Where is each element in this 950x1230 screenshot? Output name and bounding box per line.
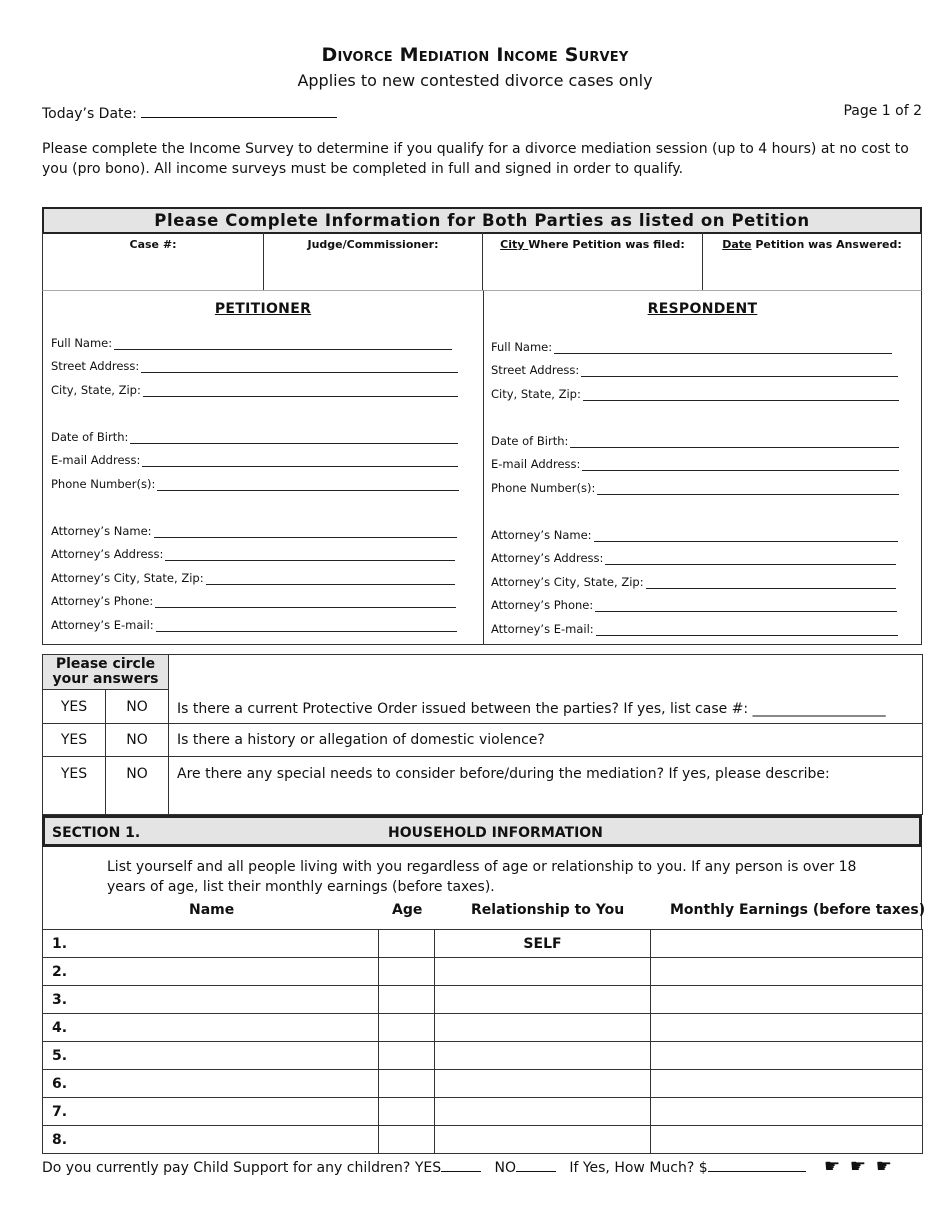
input-line[interactable] — [114, 339, 452, 350]
input-line[interactable] — [165, 550, 455, 561]
todays-date-blank[interactable] — [141, 103, 337, 118]
input-line[interactable] — [141, 362, 458, 373]
table-row — [43, 1098, 923, 1126]
age-cell[interactable] — [379, 1042, 435, 1070]
age-cell[interactable] — [379, 1014, 435, 1042]
question-1-text: Is there a current Protective Order issued between the parties? If yes, list case #: ___________________ — [177, 701, 886, 717]
age-cell[interactable] — [379, 958, 435, 986]
petitioner-phone[interactable] — [51, 477, 459, 491]
respondent-attorney-city[interactable] — [491, 575, 896, 589]
question-1-yes[interactable]: YES — [43, 690, 106, 724]
field-label: Attorney’s Phone: — [51, 594, 154, 608]
relationship-cell[interactable] — [435, 958, 651, 986]
petitioner-full-name[interactable] — [51, 336, 452, 350]
child-support-no-label: NO — [494, 1160, 516, 1176]
field-label: Phone Number(s): — [51, 477, 156, 491]
earnings-cell[interactable] — [651, 958, 923, 986]
field-label: Phone Number(s): — [491, 481, 596, 495]
question-1 — [169, 655, 923, 724]
respondent-attorney-address[interactable] — [491, 551, 896, 565]
field-label: Attorney’s Name: — [51, 524, 152, 538]
child-support-yes-label: YES — [414, 1160, 442, 1176]
input-line[interactable] — [554, 343, 892, 354]
continue-pointing-hand-icon: ☛ ☛ ☛ — [824, 1156, 894, 1177]
relationship-cell[interactable] — [435, 1098, 651, 1126]
respondent-panel — [483, 290, 922, 645]
field-label: Attorney’s City, State, Zip: — [491, 575, 644, 589]
document-subtitle: Applies to new contested divorce cases only — [297, 71, 653, 90]
respondent-attorney-phone[interactable] — [491, 598, 897, 612]
petitioner-attorney-email[interactable] — [51, 618, 457, 632]
question-3-yes[interactable]: YES — [43, 757, 106, 815]
petitioner-date-of-birth[interactable] — [51, 430, 458, 444]
age-cell[interactable] — [379, 1070, 435, 1098]
household-instructions: List yourself and all people living with you regardless of age or relationship to you. If any person is over 18 years of age, list their monthly earnings (before taxes). — [107, 859, 857, 895]
petitioner-street-address[interactable] — [51, 359, 458, 373]
table-row — [43, 958, 923, 986]
input-line[interactable] — [206, 574, 455, 585]
city-filed-label: Where Petition was filed: — [528, 238, 685, 251]
field-label: Street Address: — [491, 363, 580, 377]
field-label: Date of Birth: — [51, 430, 129, 444]
column-relationship: Relationship to You — [471, 902, 625, 918]
question-3-text: Are there any special needs to consider before/during the mediation? If yes, please describe: — [169, 757, 923, 815]
field-label: Attorney’s Name: — [491, 528, 592, 542]
date-answered-label: Petition was Answered: — [751, 238, 902, 251]
document-title: Divorce Mediation Income Survey — [321, 44, 629, 66]
field-label: Date of Birth: — [491, 434, 569, 448]
input-line[interactable] — [157, 480, 459, 491]
question-2-yes[interactable]: YES — [43, 724, 106, 757]
table-row — [43, 1070, 923, 1098]
input-line[interactable] — [583, 390, 899, 401]
field-label: Attorney’s Address: — [51, 547, 164, 561]
field-label: Street Address: — [51, 359, 140, 373]
field-label: Attorney’s Address: — [491, 551, 604, 565]
row-number: 4. — [43, 1014, 379, 1042]
respondent-date-of-birth[interactable] — [491, 434, 899, 448]
relationship-cell[interactable] — [435, 1126, 651, 1154]
section-name: HOUSEHOLD INFORMATION — [388, 825, 603, 841]
city-filed-cell[interactable] — [483, 232, 703, 290]
table-row — [43, 1042, 923, 1070]
petitioner-panel — [42, 290, 483, 645]
child-support-amount-blank[interactable] — [708, 1159, 806, 1172]
table-row — [43, 1014, 923, 1042]
relationship-cell[interactable]: SELF — [435, 930, 651, 958]
child-support-text: Do you currently pay Child Support for any children? — [42, 1160, 411, 1176]
field-label: City, State, Zip: — [491, 387, 581, 401]
question-2-no[interactable]: NO — [106, 724, 169, 757]
petitioner-attorney-address[interactable] — [51, 547, 455, 561]
relationship-cell[interactable] — [435, 1014, 651, 1042]
petitioner-attorney-name[interactable] — [51, 524, 457, 538]
row-number: 1. — [43, 930, 379, 958]
petitioner-title: PETITIONER — [214, 301, 312, 317]
input-line[interactable] — [581, 366, 898, 377]
earnings-cell[interactable] — [651, 1042, 923, 1070]
input-line[interactable] — [570, 437, 899, 448]
respondent-full-name[interactable] — [491, 340, 892, 354]
input-line[interactable] — [582, 460, 899, 471]
relationship-cell[interactable] — [435, 1042, 651, 1070]
date-keyword: Date — [722, 238, 752, 251]
column-age: Age — [392, 902, 423, 918]
earnings-cell[interactable] — [651, 1070, 923, 1098]
relationship-cell[interactable] — [435, 986, 651, 1014]
earnings-cell[interactable] — [651, 930, 923, 958]
earnings-cell[interactable] — [651, 1126, 923, 1154]
respondent-title: RESPONDENT — [647, 301, 758, 317]
respondent-phone[interactable] — [491, 481, 899, 495]
field-label: Attorney’s City, State, Zip: — [51, 571, 204, 585]
row-number: 3. — [43, 986, 379, 1014]
field-label: Attorney’s E-mail: — [51, 618, 154, 632]
table-row — [43, 986, 923, 1014]
child-support-amount-label: If Yes, How Much? $ — [569, 1160, 708, 1176]
input-line[interactable] — [154, 527, 457, 538]
petitioner-attorney-city[interactable] — [51, 571, 455, 585]
case-number-cell[interactable] — [43, 232, 264, 290]
field-label: Full Name: — [491, 340, 553, 354]
column-name: Name — [189, 902, 235, 918]
input-line[interactable] — [156, 621, 457, 632]
petition-header: Please Complete Information for Both Parties as listed on Petition — [42, 207, 922, 234]
input-line[interactable] — [605, 554, 896, 565]
age-cell[interactable] — [379, 986, 435, 1014]
age-cell[interactable] — [379, 1098, 435, 1126]
circle-answers-header: Please circle your answers — [43, 655, 169, 690]
input-line[interactable] — [142, 456, 458, 467]
field-label: City, State, Zip: — [51, 383, 141, 397]
age-cell[interactable] — [379, 930, 435, 958]
petitioner-city-state-zip[interactable] — [51, 383, 458, 397]
table-row — [43, 930, 923, 958]
row-number: 8. — [43, 1126, 379, 1154]
earnings-cell[interactable] — [651, 1098, 923, 1126]
section-number: SECTION 1. — [52, 825, 141, 841]
input-line[interactable] — [594, 531, 898, 542]
earnings-cell[interactable] — [651, 986, 923, 1014]
petitioner-attorney-phone[interactable] — [51, 594, 456, 608]
case-info-row — [42, 232, 922, 290]
child-support-question — [42, 1159, 806, 1176]
case-number-label: Case #: — [129, 238, 177, 251]
row-number: 6. — [43, 1070, 379, 1098]
city-keyword: City — [500, 238, 529, 251]
input-line[interactable] — [143, 386, 458, 397]
input-line[interactable] — [596, 625, 898, 636]
row-number: 5. — [43, 1042, 379, 1070]
question-1-no[interactable]: NO — [106, 690, 169, 724]
respondent-attorney-name[interactable] — [491, 528, 898, 542]
row-number: 7. — [43, 1098, 379, 1126]
field-label: E-mail Address: — [51, 453, 141, 467]
respondent-city-state-zip[interactable] — [491, 387, 899, 401]
page-number: Page 1 of 2 — [843, 103, 922, 119]
question-3-no[interactable]: NO — [106, 757, 169, 815]
respondent-street-address[interactable] — [491, 363, 898, 377]
age-cell[interactable] — [379, 1126, 435, 1154]
judge-cell[interactable] — [264, 232, 483, 290]
row-number: 2. — [43, 958, 379, 986]
input-line[interactable] — [597, 484, 899, 495]
child-support-no-blank[interactable] — [516, 1159, 556, 1172]
child-support-yes-blank[interactable] — [441, 1159, 481, 1172]
respondent-attorney-email[interactable] — [491, 622, 898, 636]
judge-label: Judge/Commissioner: — [307, 238, 439, 251]
field-label: Attorney’s Phone: — [491, 598, 594, 612]
input-line[interactable] — [130, 433, 458, 444]
input-line[interactable] — [646, 578, 896, 589]
todays-date-field[interactable] — [42, 103, 337, 122]
section-1-header — [42, 815, 922, 847]
input-line[interactable] — [595, 601, 897, 612]
earnings-cell[interactable] — [651, 1014, 923, 1042]
field-label: Full Name: — [51, 336, 113, 350]
petitioner-email[interactable] — [51, 453, 458, 467]
questions-table — [42, 654, 923, 815]
respondent-email[interactable] — [491, 457, 899, 471]
field-label: Attorney’s E-mail: — [491, 622, 594, 636]
field-label: E-mail Address: — [491, 457, 581, 471]
input-line[interactable] — [155, 597, 456, 608]
question-2-text: Is there a history or allegation of domestic violence? — [169, 724, 923, 757]
household-table — [42, 929, 923, 1154]
intro-paragraph: Please complete the Income Survey to determine if you qualify for a divorce mediation session (up to 4 hours) at no cost to you (pro bono). All income surveys must be completed in full and signed in order to qualify. — [42, 141, 909, 177]
todays-date-label: Today’s Date: — [42, 106, 137, 122]
column-monthly-earnings: Monthly Earnings (before taxes) — [670, 902, 926, 918]
date-answered-cell[interactable] — [703, 232, 921, 290]
table-row — [43, 1126, 923, 1154]
relationship-cell[interactable] — [435, 1070, 651, 1098]
